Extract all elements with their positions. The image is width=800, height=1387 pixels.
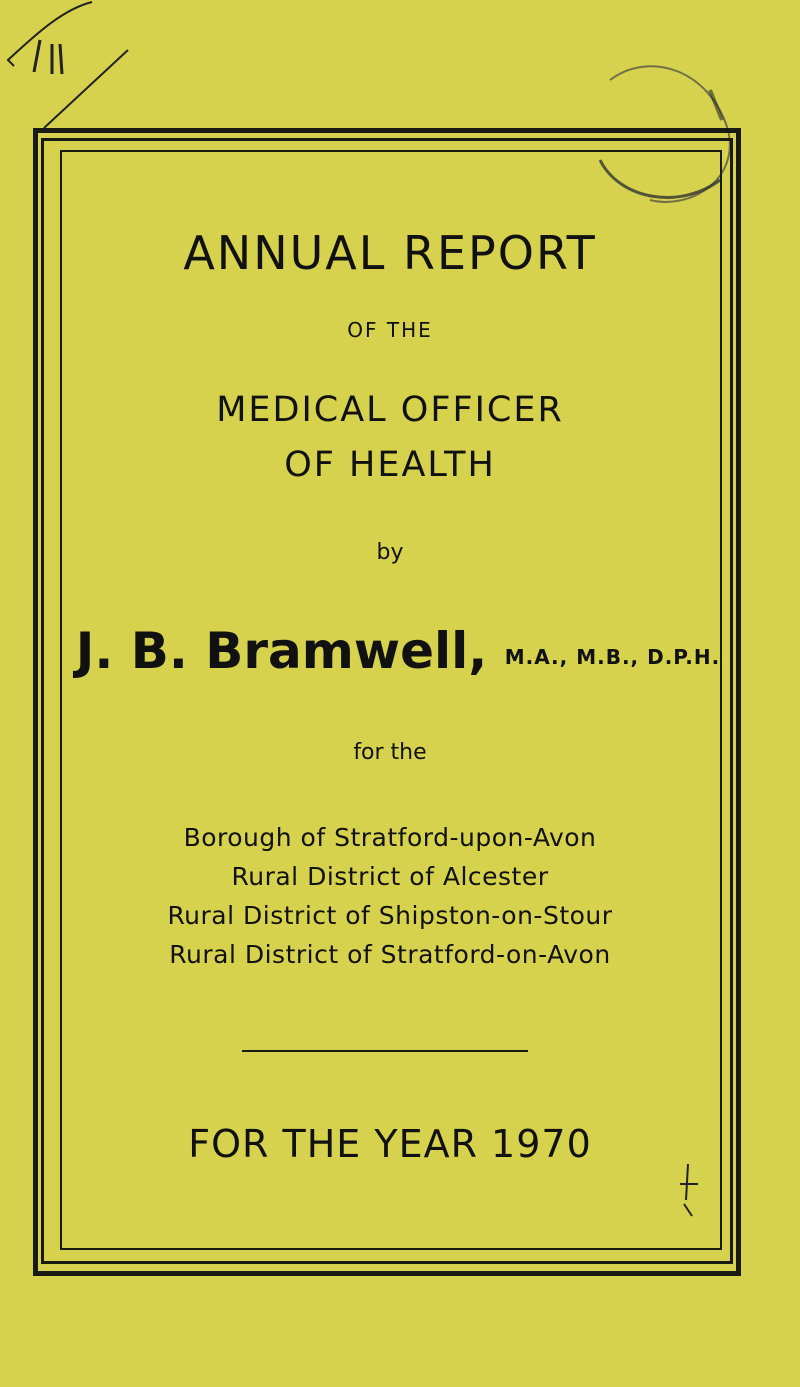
office-title-line-1: MEDICAL OFFICER xyxy=(216,390,564,430)
report-title: ANNUAL REPORT xyxy=(183,226,597,280)
by-label: by xyxy=(376,540,404,565)
district-item: Rural District of Shipston-on-Stour xyxy=(167,901,613,930)
office-title-line-2: OF HEALTH xyxy=(284,445,496,485)
handwritten-corner-mark xyxy=(0,0,160,130)
author-line xyxy=(8,622,788,680)
handwritten-edge-mark xyxy=(676,1160,706,1220)
divider-rule xyxy=(242,1050,528,1052)
inner-border xyxy=(60,150,722,1250)
for-the-label: for the xyxy=(353,740,427,765)
author-name: J. B. Bramwell, xyxy=(75,622,488,680)
district-item: Borough of Stratford-upon-Avon xyxy=(183,823,597,852)
district-item: Rural District of Stratford-on-Avon xyxy=(169,940,611,969)
of-the-label: OF THE xyxy=(347,318,433,342)
author-qualifications: M.A., M.B., D.P.H. xyxy=(504,645,721,669)
district-list xyxy=(0,818,780,974)
report-year: FOR THE YEAR 1970 xyxy=(188,1122,592,1166)
district-item: Rural District of Alcester xyxy=(231,862,549,891)
